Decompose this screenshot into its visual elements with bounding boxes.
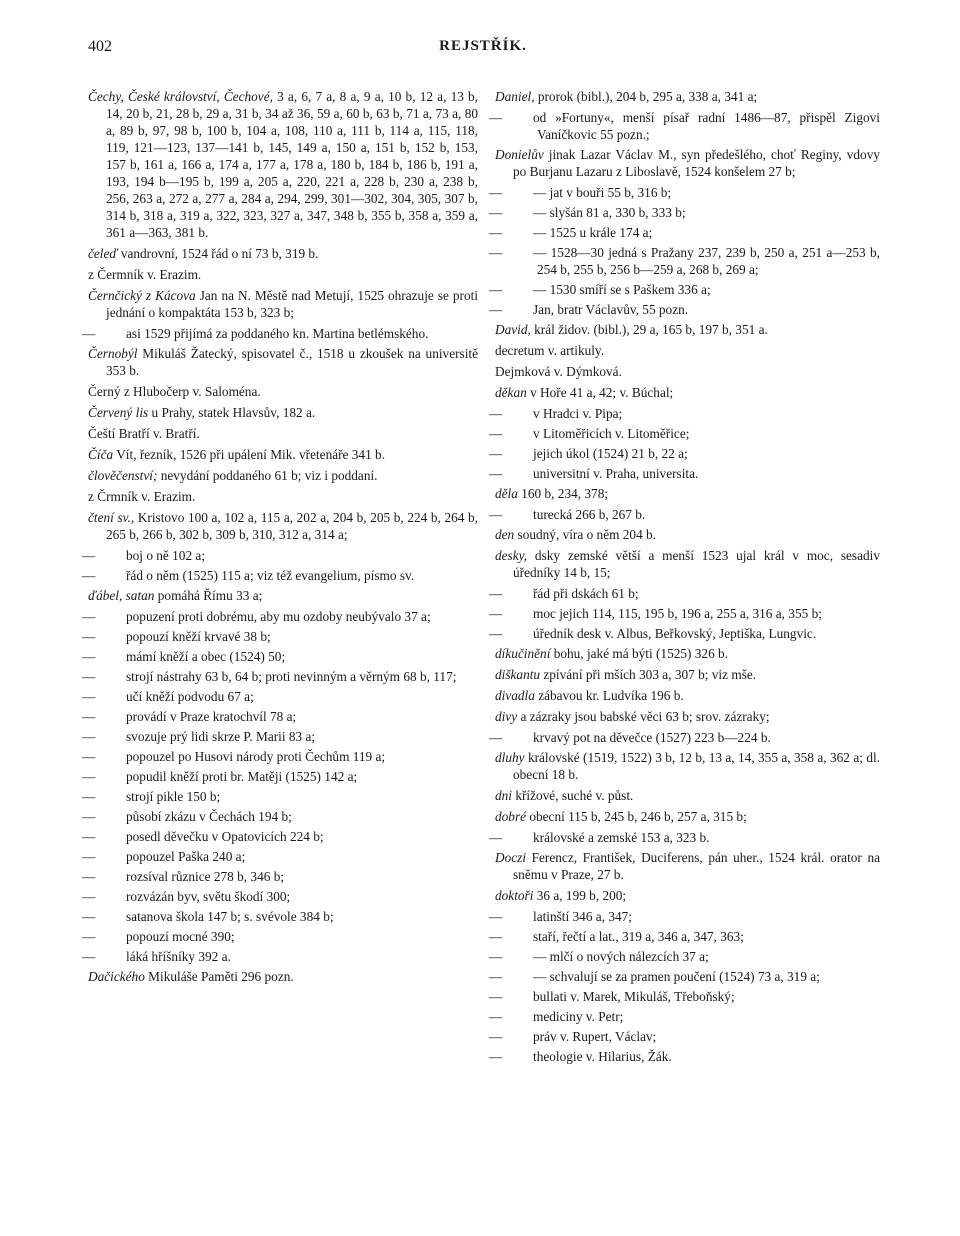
subentry-text: řád o něm (1525) 115 a; viz též evangelium, písmo sv. [126, 568, 415, 583]
index-entry [495, 485, 880, 502]
entry-dash: — [82, 669, 96, 684]
entry-headword: čtení sv., [88, 510, 135, 525]
index-subentry [82, 668, 478, 685]
index-subentry [82, 868, 478, 885]
index-subentry [489, 729, 880, 746]
entry-dash: — [489, 606, 503, 621]
entry-dash: — [489, 466, 503, 481]
index-subentry [82, 908, 478, 925]
entry-headword: dluhy [495, 750, 525, 765]
subentry-text: strojí pikle 150 b; [126, 789, 221, 804]
entry-text: Ferencz, František, Duciferens, pán uher., 1524 král. orator na sněmu v Praze, 27 b. [513, 850, 880, 882]
index-entry [495, 687, 880, 704]
entry-dash: — [489, 282, 503, 297]
index-subentry [489, 109, 880, 143]
index-subentry [82, 928, 478, 945]
entry-text: zpívání při mších 303 a, 307 b; viz mše. [540, 667, 757, 682]
entry-headword: ďábel, satan [88, 588, 155, 603]
entry-dash: — [82, 609, 96, 624]
entry-headword: čeleď [88, 246, 118, 261]
subentry-text: popouzí mocné 390; [126, 929, 235, 944]
entry-dash: — [489, 1029, 503, 1044]
index-subentry [82, 547, 478, 564]
index-entry [495, 321, 880, 338]
entry-text: Čeští Bratří v. Bratří. [88, 426, 200, 441]
index-subentry [489, 506, 880, 523]
index-entry [88, 509, 478, 543]
subentry-text: — schvalují se za pramen poučení (1524) 73 a, 319 a; [533, 969, 820, 984]
entry-dash: — [489, 909, 503, 924]
entry-dash: — [82, 649, 96, 664]
index-subentry [489, 625, 880, 642]
index-entry [495, 708, 880, 725]
entry-text: 3 a, 6, 7 a, 8 a, 9 a, 10 b, 12 a, 13 b, 14, 20 b, 21, 28 b, 29 a, 31 b, 34 až 36, 59 a, 60 b, 63 b, 71 a, 73 a, 80 a, 89 b, 97, 98 b, 100 b, 104 a, 108, 110 a, 111 b, 114 a, 115, 118, 119, 121—123, 137—141 b, 145, 149 a, 150 a, 151 b, 152 b, 153, 157 b, 161 a, 166 a, 174 a, 177 a, 178 a, 180 b, 184 b, 186 b, 191 a, 193, 194 b—195 b, 199 a, 205 a, 220, 221 a, 228 b, 230 a, 238 b, 256, 263 a, 272 a, 277 a, 284 a, 294, 299, 301—302, 304, 305, 307 b, 314 b, 318 a, 319 a, 322, 323, 327 a, 347, 348 b, 355 b, 358 a, 359 a, 361 a—363, 381 b. [106, 89, 479, 240]
entry-text: prorok (bibl.), 204 b, 295 a, 338 a, 341 a; [534, 89, 758, 104]
index-entry [88, 266, 478, 283]
subentry-text: popudil kněží proti br. Matěji (1525) 142 a; [126, 769, 358, 784]
index-subentry [489, 301, 880, 318]
subentry-text: turecká 266 b, 267 b. [533, 507, 646, 522]
entry-dash: — [82, 809, 96, 824]
subentry-text: — mlčí o nových nálezcích 37 a; [533, 949, 709, 964]
subentry-text: staří, řečtí a lat., 319 a, 346 a, 347, 363; [533, 929, 744, 944]
entry-dash: — [82, 568, 96, 583]
entry-text: soudný, víra o něm 204 b. [514, 527, 657, 542]
subentry-text: úředník desk v. Albus, Beřkovský, Jeptiška, Lungvic. [533, 626, 817, 641]
entry-text: Vít, řezník, 1526 při upálení Mik. vřetenáře 341 b. [113, 447, 386, 462]
entry-dash: — [82, 548, 96, 563]
index-subentry [489, 281, 880, 298]
entry-dash: — [489, 586, 503, 601]
entry-text: obecní 115 b, 245 b, 246 b, 257 a, 315 b; [526, 809, 747, 824]
entry-text: zábavou kr. Ludvíka 196 b. [534, 688, 684, 703]
entry-text: Mikuláše Paměti 296 pozn. [144, 969, 294, 984]
subentry-text: jejich úkol (1524) 21 b, 22 a; [533, 446, 688, 461]
index-subentry [489, 908, 880, 925]
index-subentry [82, 948, 478, 965]
index-subentry [82, 608, 478, 625]
entry-headword: dni [495, 788, 512, 803]
entry-dash: — [489, 245, 503, 260]
entry-dash: — [489, 830, 503, 845]
index-entry [88, 446, 478, 463]
entry-text: křížové, suché v. půst. [512, 788, 634, 803]
entry-dash: — [489, 225, 503, 240]
entry-text: u Prahy, statek Hlavsův, 182 a. [148, 405, 316, 420]
entry-text: 160 b, 234, 378; [517, 486, 609, 501]
entry-text: Mikuláš Žatecký, spisovatel č., 1518 u zkoušek na universitě 353 b. [106, 346, 478, 378]
entry-dash: — [82, 689, 96, 704]
entry-text: z Črmník v. Erazim. [88, 489, 196, 504]
entry-text: v Hoře 41 a, 42; v. Búchal; [526, 385, 674, 400]
entry-dash: — [82, 729, 96, 744]
subentry-text: provádí v Praze kratochvíl 78 a; [126, 709, 297, 724]
entry-headword: Čechy, České království, Čechové, [88, 89, 273, 104]
entry-dash: — [82, 749, 96, 764]
index-entry [495, 808, 880, 825]
subentry-text: svozuje prý lidi skrze P. Marii 83 a; [126, 729, 316, 744]
subentry-text: rozvázán byv, světu škodí 300; [126, 889, 291, 904]
index-entry [88, 425, 478, 442]
index-subentry [82, 748, 478, 765]
index-entry [88, 968, 478, 985]
index-subentry [489, 968, 880, 985]
subentry-text: — slyšán 81 a, 330 b, 333 b; [533, 205, 686, 220]
index-subentry [489, 1008, 880, 1025]
index-entry [495, 342, 880, 359]
subentry-text: asi 1529 přijímá za poddaného kn. Martina betlémského. [126, 326, 429, 341]
index-subentry [489, 224, 880, 241]
index-subentry [82, 768, 478, 785]
entry-dash: — [489, 626, 503, 641]
entry-dash: — [489, 949, 503, 964]
subentry-text: posedl děvečku v Opatovicích 224 b; [126, 829, 324, 844]
index-subentry [489, 465, 880, 482]
entry-dash: — [82, 326, 96, 341]
subentry-text: popuzení proti dobrému, aby mu ozdoby neubývalo 37 a; [126, 609, 431, 624]
index-subentry [489, 184, 880, 201]
index-entry [88, 467, 478, 484]
entry-dash: — [82, 849, 96, 864]
subentry-text: v Litoměřicích v. Litoměřice; [533, 426, 690, 441]
subentry-text: od »Fortuny«, menší písař radní 1486—87, přispěl Zigovi Vaníčkovic 55 pozn.; [533, 110, 880, 142]
entry-headword: Červený lis [88, 405, 149, 420]
entry-dash: — [82, 829, 96, 844]
index-subentry [489, 244, 880, 278]
entry-dash: — [489, 185, 503, 200]
index-subentry [489, 405, 880, 422]
entry-text: jinak Lazar Václav M., syn předešlého, choť Reginy, vdovy po Burjanu Lazaru z Liboslavě, 1524 konšelem 27 b; [513, 147, 880, 179]
entry-headword: desky, [495, 548, 528, 563]
entry-text: 36 a, 199 b, 200; [533, 888, 627, 903]
entry-text: nevydání poddaného 61 b; viz i poddaní. [157, 468, 378, 483]
entry-text: z Čermník v. Erazim. [88, 267, 202, 282]
index-entry [495, 363, 880, 380]
index-subentry [489, 1028, 880, 1045]
entry-headword: děkan [495, 385, 527, 400]
index-entry [88, 383, 478, 400]
subentry-text: — jat v bouři 55 b, 316 b; [533, 185, 672, 200]
entry-headword: divadla [495, 688, 535, 703]
entry-dash: — [489, 1049, 503, 1064]
entry-dash: — [82, 949, 96, 964]
subentry-text: práv v. Rupert, Václav; [533, 1029, 657, 1044]
subentry-text: bullati v. Marek, Mikuláš, Třeboňský; [533, 989, 735, 1004]
entry-dash: — [489, 929, 503, 944]
entry-headword: Dačického [88, 969, 145, 984]
entry-dash: — [82, 869, 96, 884]
subentry-text: universitní v. Praha, universita. [533, 466, 699, 481]
entry-text: královské (1519, 1522) 3 b, 12 b, 13 a, 14, 355 a, 358 a, 362 a; dl. obecní 18 b. [513, 750, 880, 782]
index-subentry [82, 888, 478, 905]
entry-dash: — [82, 769, 96, 784]
entry-text: decretum v. artikuly. [495, 343, 605, 358]
index-entry [88, 345, 478, 379]
subentry-text: — 1530 smíří se s Paškem 336 a; [533, 282, 711, 297]
entry-dash: — [489, 110, 503, 125]
subentry-text: popouzel po Husovi národy proti Čechům 119 a; [126, 749, 386, 764]
index-entry [495, 666, 880, 683]
index-subentry [489, 204, 880, 221]
entry-headword: Donielův [495, 147, 544, 162]
subentry-text: Jan, bratr Václavův, 55 pozn. [533, 302, 689, 317]
entry-dash: — [489, 730, 503, 745]
subentry-text: učí kněží podvodu 67 a; [126, 689, 254, 704]
entry-text: bohu, jaké má býti (1525) 326 b. [550, 646, 729, 661]
index-subentry [489, 988, 880, 1005]
subentry-text: rozsíval různice 278 b, 346 b; [126, 869, 285, 884]
entry-dash: — [489, 969, 503, 984]
index-subentry [82, 325, 478, 342]
index-entry [495, 88, 880, 105]
entry-text: Černý z Hlubočerp v. Saloména. [88, 384, 261, 399]
entry-headword: Doczi [495, 850, 527, 865]
subentry-text: mámí kněží a obec (1524) 50; [126, 649, 286, 664]
entry-headword: Černobýl [88, 346, 138, 361]
entry-headword: diškantu [495, 667, 541, 682]
index-entry [495, 749, 880, 783]
subentry-text: královské a zemské 153 a, 323 b. [533, 830, 710, 845]
entry-dash: — [489, 406, 503, 421]
index-entry [495, 887, 880, 904]
entry-text: dsky zemské větší a menší 1523 ujal král v moc, sesadiv úředníky 14 b, 15; [513, 548, 880, 580]
index-entry [495, 146, 880, 180]
index-subentry [489, 948, 880, 965]
index-entry [495, 787, 880, 804]
index-subentry [489, 425, 880, 442]
entry-text: Jan na N. Městě nad Metují, 1525 ohrazuje se proti jednání o kompaktáta 153 b, 323 b; [106, 288, 478, 320]
entry-headword: děla [495, 486, 518, 501]
entry-dash: — [82, 929, 96, 944]
index-subentry [82, 688, 478, 705]
subentry-text: krvavý pot na děvečce (1527) 223 b—224 b. [533, 730, 771, 745]
index-subentry [489, 928, 880, 945]
index-subentry [82, 628, 478, 645]
entry-headword: Číča [88, 447, 114, 462]
entry-text: král židov. (bibl.), 29 a, 165 b, 197 b, 351 a. [530, 322, 768, 337]
subentry-text: satanova škola 147 b; s. svévole 384 b; [126, 909, 334, 924]
index-subentry [82, 648, 478, 665]
index-entry [88, 287, 478, 321]
index-entry [495, 547, 880, 581]
entry-text: pomáhá Římu 33 a; [154, 588, 263, 603]
index-subentry [82, 828, 478, 845]
subentry-text: boj o ně 102 a; [126, 548, 206, 563]
entry-dash: — [82, 909, 96, 924]
entry-dash: — [489, 507, 503, 522]
entry-dash: — [489, 446, 503, 461]
index-entry [88, 88, 478, 241]
left-column [82, 88, 479, 989]
subentry-text: řád při dskách 61 b; [533, 586, 639, 601]
subentry-text: — 1528—30 jedná s Pražany 237, 239 b, 250 a, 251 a—253 b, 254 b, 255 b, 256 b—259 a, 268 b, 269 a; [533, 245, 880, 277]
subentry-text: — 1525 u krále 174 a; [533, 225, 653, 240]
index-subentry [489, 605, 880, 622]
entry-headword: dobré [495, 809, 527, 824]
subentry-text: strojí nástrahy 63 b, 64 b; proti nevinným a věrným 68 b, 117; [126, 669, 457, 684]
entry-text: Dejmková v. Dýmková. [495, 364, 622, 379]
index-entry [495, 849, 880, 883]
index-entry [495, 384, 880, 401]
index-subentry [82, 728, 478, 745]
entry-headword: divy [495, 709, 518, 724]
index-subentry [489, 445, 880, 462]
index-subentry [82, 708, 478, 725]
entry-headword: člověčenství; [88, 468, 158, 483]
entry-headword: David, [495, 322, 531, 337]
index-entry [88, 245, 478, 262]
entry-dash: — [489, 302, 503, 317]
page-number: 402 [88, 38, 112, 55]
entry-dash: — [489, 205, 503, 220]
entry-headword: Černčický z Kácova [88, 288, 196, 303]
index-entry [88, 488, 478, 505]
entry-text: Kristovo 100 a, 102 a, 115 a, 202 a, 204 b, 205 b, 224 b, 264 b, 265 b, 266 b, 302 b, 309 b, 310, 312 a, 314 a; [106, 510, 479, 542]
entry-headword: Daniel, [495, 89, 535, 104]
subentry-text: theologie v. Hilarius, Žák. [533, 1049, 672, 1064]
entry-text: a zázraky jsou babské věci 63 b; srov. zázraky; [517, 709, 770, 724]
index-subentry [489, 829, 880, 846]
right-column [489, 88, 880, 1068]
entry-headword: doktoři [495, 888, 534, 903]
page-header [88, 38, 878, 60]
entry-dash: — [489, 1009, 503, 1024]
entry-dash: — [82, 789, 96, 804]
index-entry [88, 404, 478, 421]
index-subentry [82, 788, 478, 805]
running-title: REJSTŘÍK. [439, 38, 527, 54]
subentry-text: popouzí kněží krvavé 38 b; [126, 629, 271, 644]
subentry-text: mediciny v. Petr; [533, 1009, 624, 1024]
subentry-text: moc jejich 114, 115, 195 b, 196 a, 255 a, 316 a, 355 b; [533, 606, 822, 621]
entry-text: vandrovní, 1524 řád o ní 73 b, 319 b. [117, 246, 319, 261]
index-subentry [489, 585, 880, 602]
entry-dash: — [82, 889, 96, 904]
index-entry [88, 587, 478, 604]
entry-dash: — [489, 426, 503, 441]
index-subentry [82, 848, 478, 865]
index-entry [495, 526, 880, 543]
entry-dash: — [82, 629, 96, 644]
index-subentry [82, 808, 478, 825]
entry-dash: — [489, 989, 503, 1004]
subentry-text: láká hříšníky 392 a. [126, 949, 231, 964]
subentry-text: v Hradci v. Pipa; [533, 406, 623, 421]
index-entry [495, 645, 880, 662]
entry-dash: — [82, 709, 96, 724]
subentry-text: latinští 346 a, 347; [533, 909, 632, 924]
index-subentry [489, 1048, 880, 1065]
entry-headword: díkučinění [495, 646, 551, 661]
index-subentry [82, 567, 478, 584]
entry-headword: den [495, 527, 515, 542]
subentry-text: popouzel Paška 240 a; [126, 849, 246, 864]
subentry-text: působí zkázu v Čechách 194 b; [126, 809, 292, 824]
